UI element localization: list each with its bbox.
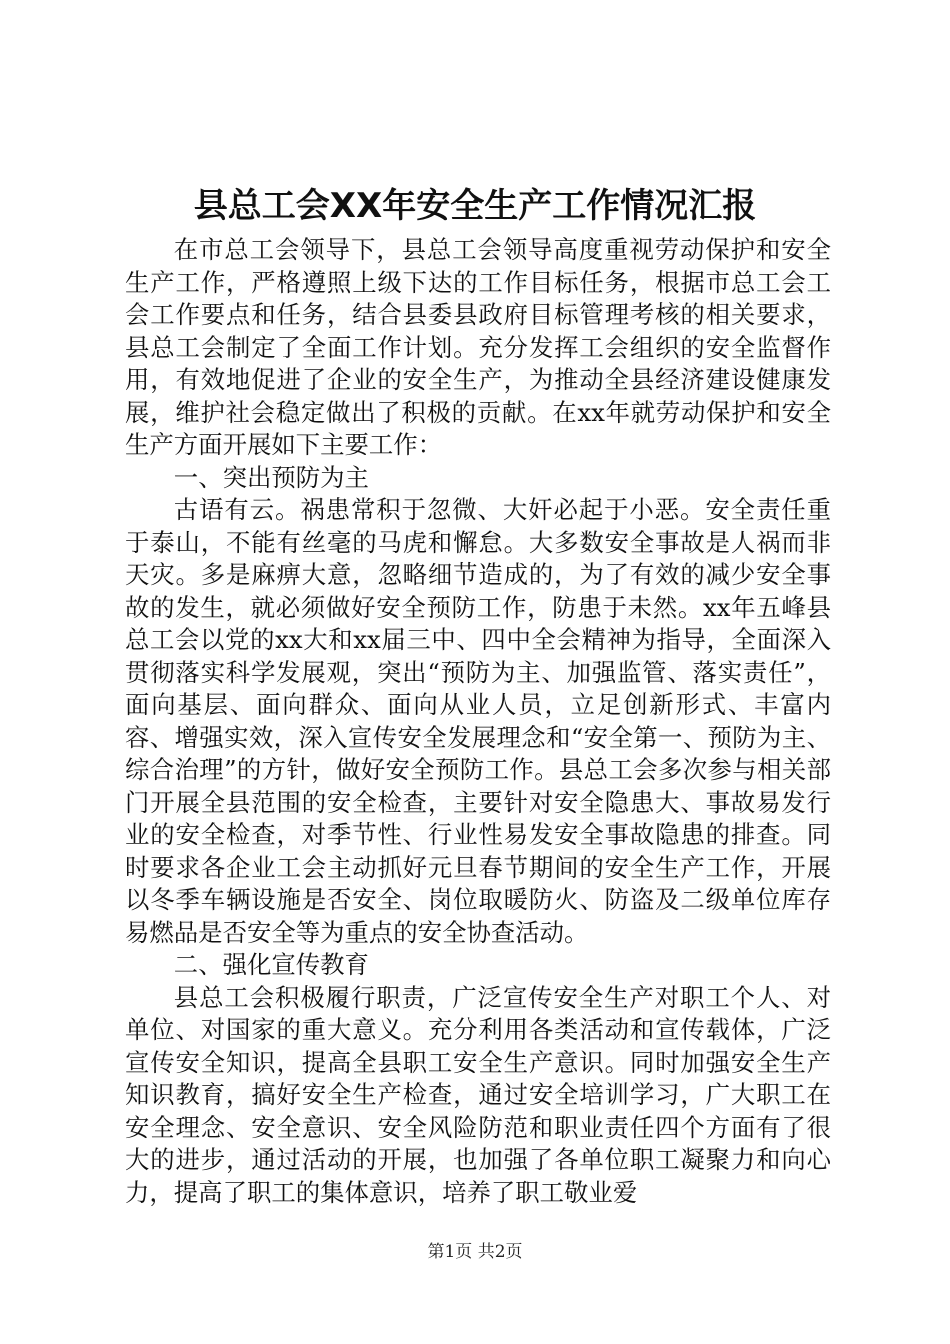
paragraph-section-2: 县总工会积极履行职责，广泛宣传安全生产对职工个人、对单位、对国家的重大意义。充分利用各类活动和宣传载体，广泛宣传安全知识，提高全县职工安全生产意识。同时加强安全生产知识教育，搞好安全生产检查，通过安全培训学习，广大职工在安全理念、安全意识、安全风险防范和职业责任四个方面有了很大的进步，通过活动的开展，也加强了各单位职工凝聚力和向心力，提高了职工的集体意识，培养了职工敬业爱 [125, 982, 831, 1207]
section-heading-1: 一、突出预防为主 [173, 462, 369, 492]
paragraph-section-1: 古语有云。祸患常积于忽微、大奸必起于小恶。安全责任重于泰山，不能有丝毫的马虎和懈怠。大多数安全事故是人祸而非天灾。多是麻痹大意，忽略细节造成的，为了有效的减少安全事故的发生，就必须做好安全预防工作，防患于未然。xx年五峰县总工会以党的xx大和xx届三中、四中全会精神为指导，全面深入贯彻落实科学发展观，突出“预防为主、加强监管、落实责任”，面向基层、面向群众、面向从业人员，立足创新形式、丰富内容、增强实效，深入宣传安全发展理念和“安全第一、预防为主、综合治理”的方针，做好安全预防工作。县总工会多次参与相关部门开展全县范围的安全检查，主要针对安全隐患大、事故易发行业的安全检查，对季节性、行业性易发安全事故隐患的排查。同时要求各企业工会主动抓好元旦春节期间的安全生产工作，开展以冬季车辆设施是否安全、岗位取暖防火、防盗及二级单位库存易燃品是否安全等为重点的安全协查活动。 [125, 495, 831, 947]
section-heading-2: 二、强化宣传教育 [173, 950, 369, 979]
paragraph-intro: 在市总工会领导下，县总工会领导高度重视劳动保护和安全生产工作，严格遵照上级下达的工作目标任务，根据市总工会工会工作要点和任务，结合县委县政府目标管理考核的相关要求，县总工会制定了全面工作计划。充分发挥工会组织的安全监督作用，有效地促进了企业的安全生产，为推动全县经济建设健康发展，维护社会稳定做出了积极的贡献。在xx年就劳动保护和安全生产方面开展如下主要工作： [125, 235, 831, 459]
page-title: 县总工会XX年安全生产工作情况汇报 [193, 186, 757, 226]
page-number-footer: 第1页 共2页 [427, 1242, 523, 1262]
document-body [125, 234, 831, 1209]
